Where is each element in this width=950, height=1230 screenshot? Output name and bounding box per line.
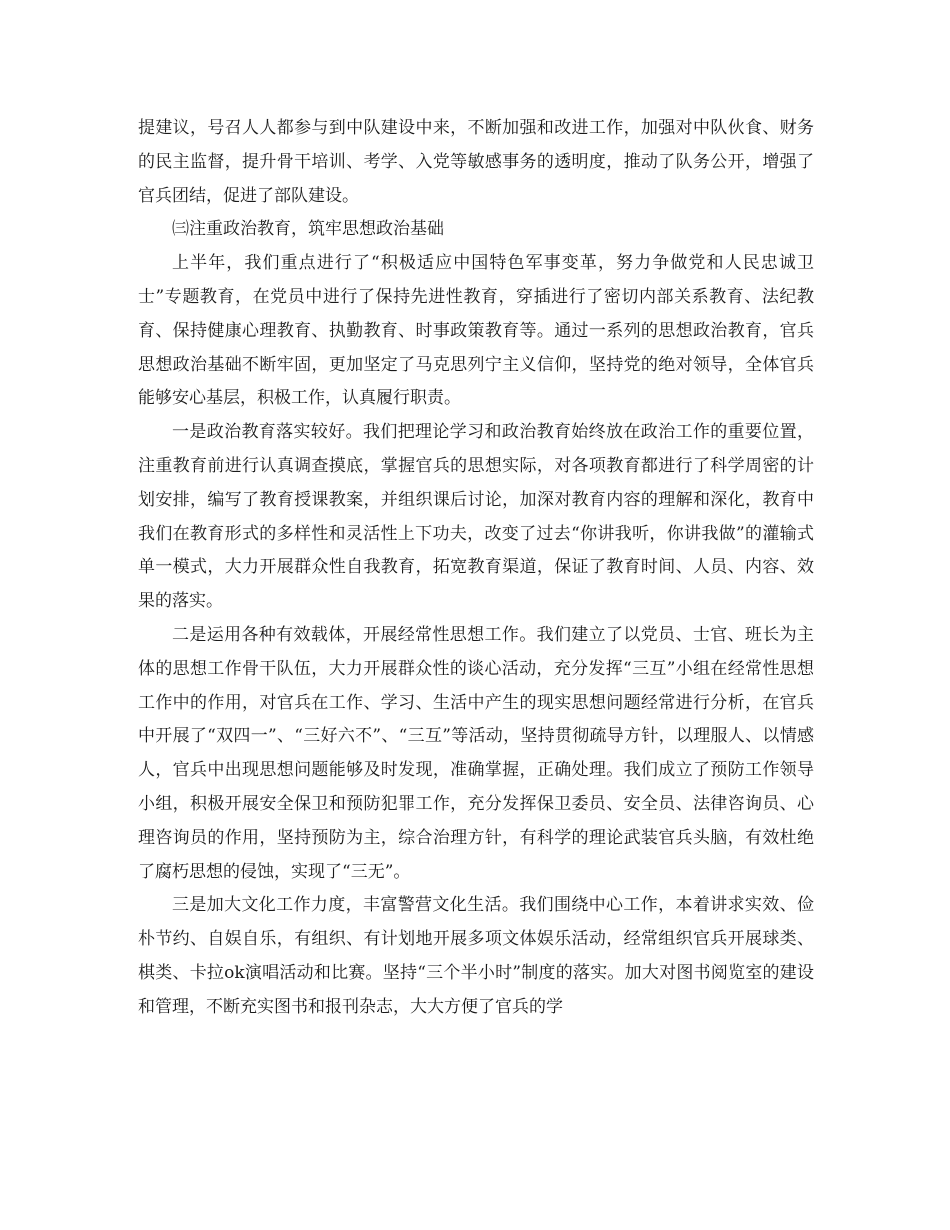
paragraph-point-three: 三是加大文化工作力度，丰富警营文化生活。我们围绕中心工作，本着讲求实效、俭朴节约、自娱自乐，有组织、有计划地开展多项文体娱乐活动，经常组织官兵开展球类、棋类、卡拉ok演唱活动和比赛。坚持“三个半小时”制度的落实。加大对图书阅览室的建设和管理，不断充实图书和报刊杂志，大大方便了官兵的学 (138, 895, 814, 1017)
paragraph-point-one: 一是政治教育落实较好。我们把理论学习和政治教育始终放在政治工作的重要位置，注重教育前进行认真调查摸底，掌握官兵的思想实际，对各项教育都进行了科学周密的计划安排，编写了教育授课教案，并组织课后讨论，加深对教育内容的理解和深化，教育中我们在教育形式的多样性和灵活性上下功夫，改变了过去“你讲我听，你讲我做”的灌输式单一模式，大力开展群众性自我教育，拓宽教育渠道，保证了教育时间、人员、内容、效果的落实。 (138, 422, 814, 612)
paragraph-overview: 上半年，我们重点进行了“积极适应中国特色军事变革，努力争做党和人民忠诚卫士”专题教育，在党员中进行了保持先进性教育，穿插进行了密切内部关系教育、法纪教育、保持健康心理教育、执勤教育、时事政策教育等。通过一系列的思想政治教育，官兵思想政治基础不断牢固，更加坚定了马克思列宁主义信仰，坚持党的绝对领导，全体官兵能够安心基层，积极工作，认真履行职责。 (138, 253, 814, 409)
document-page (138, 112, 814, 1025)
paragraph-point-two: 二是运用各种有效载体，开展经常性思想工作。我们建立了以党员、士官、班长为主体的思想工作骨干队伍，大力开展群众性的谈心活动，充分发挥“三互”小组在经常性思想工作中的作用，对官兵在工作、学习、生活中产生的现实思想问题经常进行分析，在官兵中开展了“双四一”、“三好六不”、“三互”等活动，坚持贯彻疏导方针，以理服人、以情感人，官兵中出现思想问题能够及时发现，准确掌握，正确处理。我们成立了预防工作领导小组，积极开展安全保卫和预防犯罪工作，充分发挥保卫委员、安全员、法律咨询员、心理咨询员的作用，坚持预防为主，综合治理方针，有科学的理论武装官兵头脑，有效杜绝了腐朽思想的侵蚀，实现了“三无”。 (138, 624, 814, 882)
paragraph-continuation: 提建议，号召人人都参与到中队建设中来，不断加强和改进工作，加强对中队伙食、财务的民主监督，提升骨干培训、考学、入党等敏感事务的透明度，推动了队务公开，增强了官兵团结，促进了部队建设。 (138, 118, 814, 206)
section-heading: ㈢注重政治教育，筑牢思想政治基础 (172, 219, 444, 240)
